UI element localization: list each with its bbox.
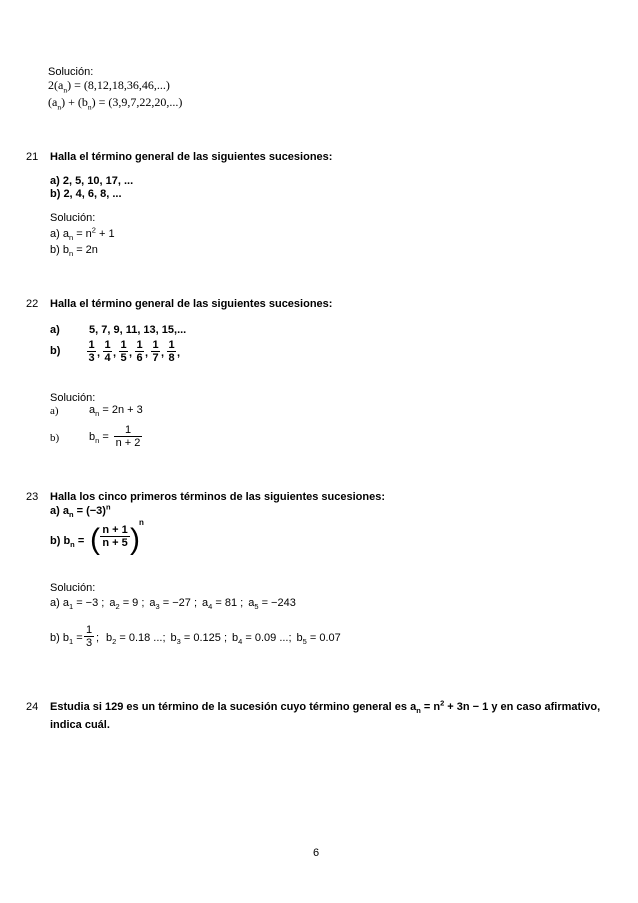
question-23-part-a: a) $a_n = (-3)^n$ <box>50 502 111 520</box>
fraction-item <box>87 339 96 364</box>
question-21-statement: Halla el término general de las siguientes sucesiones: <box>50 151 333 163</box>
fraction-separator: , <box>97 347 101 359</box>
sequence-term: a) $a_1 = -3$ ; <box>50 597 105 612</box>
sequence-term: $a_3 = -27$ ; <box>149 597 198 612</box>
question-23-solution-label: Solución: <box>50 582 96 594</box>
fraction-numerator: 1 <box>104 339 111 351</box>
sequence-term: $b_4 = 0.09$ ...; <box>232 632 292 647</box>
question-23-solution-b-first: b) $b_1$ = <box>50 632 83 647</box>
question-22-part-b-label: b) <box>50 345 61 357</box>
sequence-term: $a_4 = 81$ ; <box>202 597 244 612</box>
question-22-solution-b-fraction: 1 n + 2 <box>115 424 141 449</box>
question-21-part-b: b) 2, 4, 6, 8, ... <box>50 188 122 200</box>
question-21-solution-label: Solución: <box>50 212 96 224</box>
fraction-numerator: 1 <box>88 339 95 351</box>
fraction-item <box>167 339 176 364</box>
fraction-denominator: 7 <box>152 352 159 364</box>
question-22-solution-a-label: a) <box>50 405 59 417</box>
question-23-solution-b-rest <box>106 632 346 647</box>
fraction-separator: , <box>129 347 133 359</box>
question-23-right-paren: ) <box>130 523 140 556</box>
fraction-item <box>119 339 128 364</box>
fraction-denominator: 6 <box>136 352 143 364</box>
sequence-term: $a_5 = -243$ <box>248 597 296 612</box>
question-22-part-a-sequence: 5, 7, 9, 11, 13, 15,... <box>89 324 187 336</box>
top-solution-line2: $(a_n) + (b_n) = (3,9,7,22,20,...)$ <box>48 95 183 112</box>
question-22-part-a-label: a) <box>50 324 60 336</box>
fraction-numerator: 1 <box>168 339 175 351</box>
top-solution-line1: $2(a_n) = (8,12,18,36,46,...)$ <box>48 78 170 95</box>
fraction-denominator: 3 <box>88 352 95 364</box>
question-number-23: 23 <box>26 491 39 503</box>
question-22-solution-label: Solución: <box>50 392 96 404</box>
question-21-solution-b: b) $b_n = 2n$ <box>50 244 98 259</box>
question-23-left-paren: ( <box>90 523 100 556</box>
question-22-solution-b: $b_n$ = <box>89 431 109 446</box>
fraction-denominator: 4 <box>104 352 111 364</box>
question-number-24: 24 <box>26 701 39 713</box>
fraction-numerator: 1 <box>136 339 143 351</box>
page-number: 6 <box>313 847 320 859</box>
sequence-term: $b_2 = 0.18$ ...; <box>106 632 166 647</box>
question-22-solution-b-label: b) <box>50 432 60 444</box>
sequence-term: $b_5 = 0.07$ <box>296 632 341 647</box>
fraction-item <box>103 339 112 364</box>
question-23-part-b-exponent: n <box>139 518 144 527</box>
question-23-part-b-fraction: n + 1 n + 5 <box>100 524 130 549</box>
fraction-denominator: 8 <box>168 352 175 364</box>
question-number-21: 21 <box>26 151 39 163</box>
question-23-part-b: b) $b_n$ = <box>50 535 85 550</box>
question-number-22: 22 <box>26 298 39 310</box>
question-22-solution-a: $a_n = 2n + 3$ <box>89 404 143 419</box>
question-23-solution-a <box>50 597 301 612</box>
fraction-separator: , <box>113 347 117 359</box>
question-22-part-b-fractions <box>87 339 187 369</box>
fraction-separator: , <box>177 347 181 359</box>
question-24-statement: Estudia si 129 es un término de la sucesión cuyo término general es $a_n = n^2 + 3n - 1$ y en caso afirmativo, <box>50 698 601 716</box>
question-23-statement: Halla los cinco primeros términos de las siguientes sucesiones: <box>50 491 386 503</box>
question-21-part-a: a) 2, 5, 10, 17, ... <box>50 175 134 187</box>
question-21-solution-a: a) $a_n = n^2 + 1$ <box>50 225 115 243</box>
fraction-item <box>135 339 144 364</box>
sequence-term: $b_3 = 0.125$ ; <box>170 632 228 647</box>
top-solution-label: Solución: <box>48 66 94 78</box>
fraction-denominator: 5 <box>120 352 127 364</box>
question-23-solution-b-semicolon: ; <box>96 632 100 644</box>
question-23-solution-b-fraction: 1 3 <box>85 624 93 649</box>
fraction-numerator: 1 <box>152 339 159 351</box>
question-24-statement-line2: indica cuál. <box>50 719 110 731</box>
question-22-statement: Halla el término general de las siguientes sucesiones: <box>50 298 333 310</box>
fraction-numerator: 1 <box>120 339 127 351</box>
sequence-term: $a_2 = 9$ ; <box>109 597 145 612</box>
fraction-item <box>151 339 160 364</box>
fraction-separator: , <box>145 347 149 359</box>
fraction-separator: , <box>161 347 165 359</box>
